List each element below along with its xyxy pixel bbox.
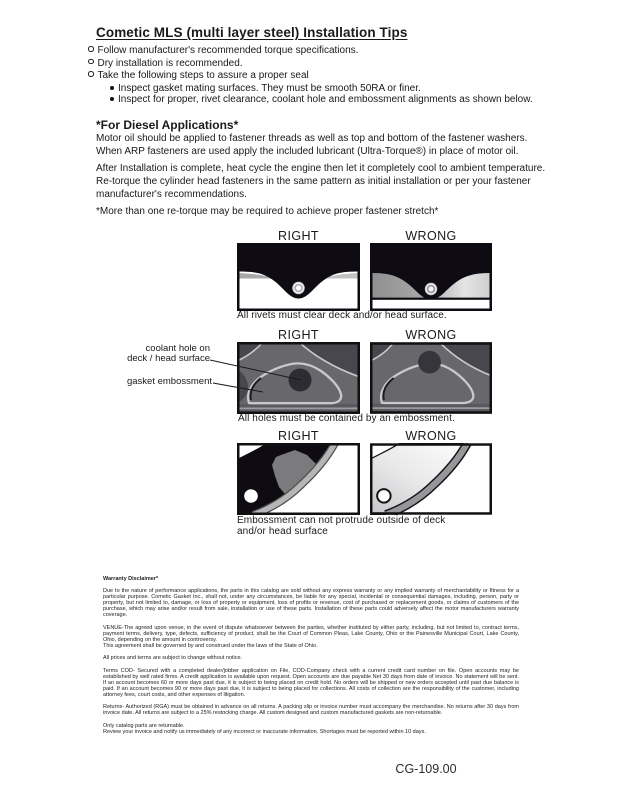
list-item	[88, 70, 580, 83]
wrong-label: WRONG	[405, 229, 457, 243]
leader-line	[205, 352, 305, 396]
row1-caption: All rivets must clear deck and/or head surface.	[237, 310, 447, 321]
coolant-hole-annotation: coolant hole on deck / head surface	[127, 343, 210, 364]
dot-bullet-icon	[110, 86, 114, 90]
gasket-embossment-annotation: gasket embossment	[126, 376, 212, 387]
list-item	[88, 58, 580, 71]
warranty-disclaimer-heading: Warranty Disclaimer*	[103, 576, 159, 582]
circle-bullet-icon	[88, 71, 94, 77]
rivet-clearance-wrong-diagram	[370, 243, 492, 311]
tip-text: Inspect gasket mating surfaces. They must be smooth 50RA or finer.	[118, 82, 421, 94]
circle-bullet-icon	[88, 59, 94, 65]
tip-text: Inspect for proper, rivet clearance, coolant hole and embossment alignments as shown below.	[118, 93, 533, 105]
venue-paragraph: VENUE-The agreed upon venue, in the event of dispute whatsoever between the parties, whether instituted by either party, including, but not limited to, contract terms, payment terms, delivery, type, defects, sufficiency of product, shall be the Court of Common Pleas, Lake County, Ohio or the Painesville Municipal Court, Lake County, Ohio, depending on the amount in controversy.	[103, 624, 519, 643]
list-item	[88, 94, 580, 105]
terms-cod-paragraph: Terms COD- Secured with a completed dealer/jobber application on File, COD-Company check with a current credit card number on file. Open accounts may be established by well rated firms. A credit application is available upon request. Open accounts are due payable Net 30 days from date of invoice. No statement will be sent. If an account becomes 60 or more days past due, it is subject to being placed on credit hold. No orders will be shipped or new orders accepted until past due balance is paid. If an account becomes 90 or more days past due, it is subject to being placed for collections. All costs of collection are the responsibility of the customer, including attorney fees, court costs, and other expenses of litigation.	[103, 667, 519, 698]
tip-text: Follow manufacturer's recommended torque specifications.	[97, 45, 359, 56]
right-label: RIGHT	[278, 429, 319, 443]
wrong-label: WRONG	[405, 328, 457, 342]
embossment-protrusion-wrong-diagram	[370, 443, 492, 515]
warranty-paragraph: Due to the nature of performance applications, the parts in this catalog are sold without any express warranty or any implied warranty of merchantability or fitness for a particular purpose. Cometic Gasket Inc., shall not, under any circumstances, be liable for any special, incidental or consequential damages, including, person, party or property, but not limited to, damage, or loss of property or equipment, loss of profits or revenue, cost of purchased or replacement goods, or claims of customers of the purchase, which may arise and/or result from sale, installation or use of these parts. Installation of these parts could adversely affect the motor manufacturers warranty coverage.	[103, 588, 519, 618]
catalog-parts-line: Only catalog parts are returnable.	[103, 722, 185, 729]
dot-bullet-icon	[110, 97, 114, 101]
right-label: RIGHT	[278, 229, 319, 243]
diesel-section-heading: *For Diesel Applications*	[96, 118, 239, 132]
row3-caption: Embossment can not protrude outside of deck and/or head surface	[237, 515, 446, 537]
wrong-label: WRONG	[405, 429, 457, 443]
row2-caption: All holes must be contained by an embossment.	[238, 413, 455, 424]
diesel-note: *More than one re-torque may be required to achieve proper fastener stretch*	[96, 206, 439, 217]
governing-law-line: This agreement shall be governed by and construed under the laws of the State of Ohio.	[103, 642, 318, 649]
returns-paragraph: Returns- Authorized (RGA) must be obtained in advance on all returns. A packing slip or invoice number must accompany the merchandise. No returns after 30 days from invoice date. All returns are subject to a 25% restocking charge. All custom designed and custom manufactured gaskets are non-returnable.	[103, 704, 519, 716]
tip-text: Dry installation is recommended.	[97, 57, 243, 69]
tip-text: Take the following steps to assure a proper seal	[97, 70, 309, 81]
page-title: Cometic MLS (multi layer steel) Installation Tips	[96, 25, 408, 40]
embossment-containment-wrong-diagram	[370, 342, 492, 414]
installation-tips-list	[88, 45, 580, 105]
right-label: RIGHT	[278, 328, 319, 342]
embossment-protrusion-right-diagram	[237, 443, 360, 515]
legal-section	[103, 576, 519, 741]
circle-bullet-icon	[88, 46, 94, 52]
list-item	[88, 45, 580, 58]
diesel-paragraph-1: Motor oil should be applied to fastener threads as well as top and bottom of the fastener washers. When ARP fasteners are used apply the included lubricant (Ultra-Torque®) in place of motor oil.	[96, 133, 528, 157]
diesel-paragraph-2: After Installation is complete, heat cycle the engine then let it completely cool to ambient temperature. Re-torque the cylinder head fasteners in the same pattern as initial installation or per your fastener manufacturer's recommendations.	[96, 163, 546, 200]
invoice-review-line: Review your invoice and notify us immediately of any incorrect or inaccurate information. Shortages must be reported within 10 days.	[103, 728, 426, 735]
page-number: CG-109.00	[395, 762, 457, 776]
list-item	[88, 83, 580, 94]
prices-terms-line: All prices and terms are subject to change without notice.	[103, 655, 243, 661]
rivet-clearance-right-diagram	[237, 243, 360, 311]
